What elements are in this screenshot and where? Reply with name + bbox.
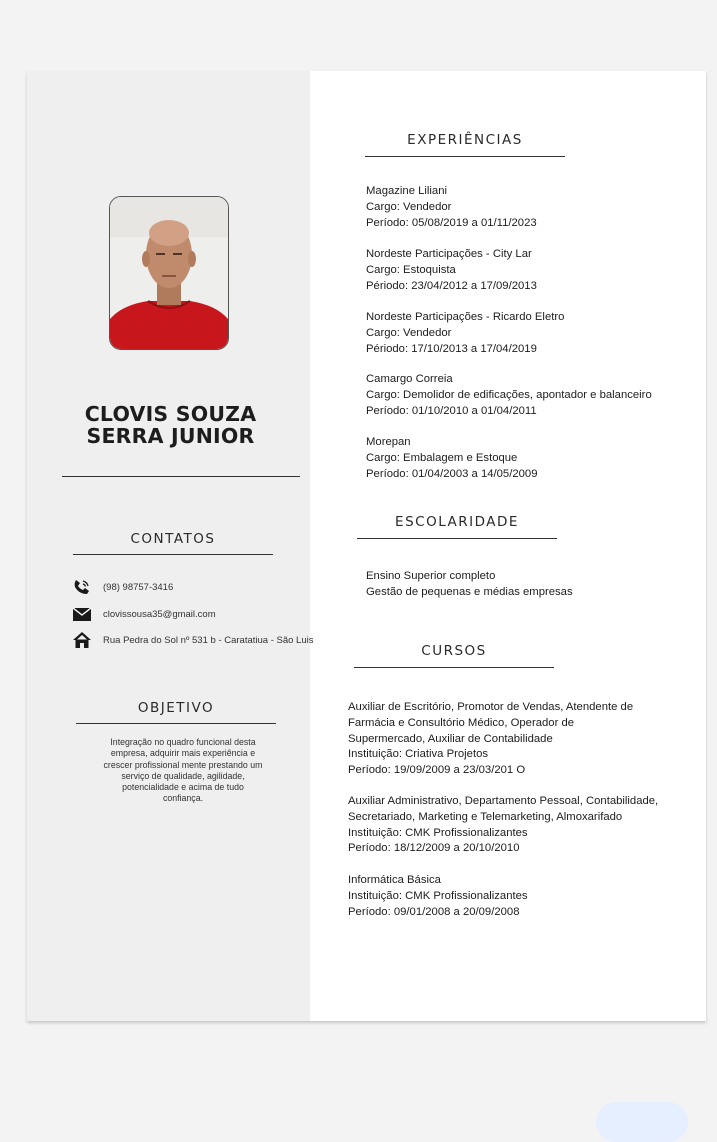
contact-address-text: Rua Pedra do Sol nº 531 b - Caratatiua - São Luis: [103, 634, 314, 646]
experience-role: Cargo: Embalagem e Estoque: [366, 451, 518, 464]
person-name: [27, 403, 314, 447]
course-item: [348, 794, 658, 857]
experience-role: Cargo: Estoquista: [366, 263, 456, 276]
contact-phone: [73, 577, 173, 597]
contact-phone-text: (98) 98757-3416: [103, 581, 174, 593]
experience-item: [366, 247, 537, 294]
home-icon: [73, 632, 93, 648]
envelope-icon: [73, 606, 93, 622]
education-heading: ESCOLARIDADE: [395, 514, 519, 530]
experience-period: Período: 01/10/2010 a 01/04/2011: [366, 404, 537, 417]
experience-item: [366, 372, 652, 419]
course-line: Supermercado, Auxiliar de Contabilidade: [348, 732, 553, 745]
floating-action-button[interactable]: [596, 1102, 688, 1142]
experience-company: Camargo Correia: [366, 373, 453, 385]
education-level: Ensino Superior completo: [366, 570, 496, 582]
course-item: [348, 700, 633, 779]
course-line: Instituição: CMK Profissionalizantes: [348, 826, 528, 839]
profile-photo: [109, 196, 229, 350]
experience-period: Período: 01/04/2003 a 14/05/2009: [366, 467, 538, 480]
name-divider: [62, 476, 300, 477]
courses-divider: [354, 667, 554, 668]
contact-email-text: clovissousa35@gmail.com: [103, 608, 216, 620]
experience-period: Périodo: 23/04/2012 a 17/09/2013: [366, 279, 537, 292]
course-line: Farmácia e Consultório Médico, Operador de: [348, 716, 575, 729]
education-course: Gestão de pequenas e médias empresas: [366, 585, 573, 598]
experience-item: [366, 310, 564, 357]
experience-item: [366, 184, 537, 231]
course-item: [348, 873, 528, 920]
course-line: Instituição: CMK Profissionalizantes: [348, 889, 528, 902]
experience-company: Magazine Liliani: [366, 185, 448, 197]
experience-heading: EXPERIÊNCIAS: [407, 132, 523, 148]
experience-period: Périodo: 17/10/2013 a 17/04/2019: [366, 342, 537, 355]
person-name-text: CLOVIS SOUZA SERRA JUNIOR: [84, 402, 257, 448]
contact-email: [73, 604, 216, 624]
experience-role: Cargo: Vendedor: [366, 200, 452, 213]
objective-heading: OBJETIVO: [137, 700, 215, 716]
course-line: Período: 19/09/2009 a 23/03/201 O: [348, 764, 526, 777]
course-line: Informática Básica: [348, 874, 441, 886]
course-line: Auxiliar Administrativo, Departamento Pessoal, Contabilidade,: [348, 795, 659, 807]
course-line: Auxiliar de Escritório, Promotor de Vendas, Atendente de: [348, 701, 634, 713]
objective-divider: [76, 723, 276, 724]
course-line: Período: 09/01/2008 a 20/09/2008: [348, 905, 520, 918]
experience-company: Nordeste Participações - City Lar: [366, 248, 532, 260]
resume-page: [27, 71, 706, 1021]
experience-period: Período: 05/08/2019 a 01/11/2023: [366, 216, 537, 229]
education-divider: [357, 538, 557, 539]
experience-role: Cargo: Vendedor: [366, 326, 452, 339]
experience-company: Nordeste Participações - Ricardo Eletro: [366, 311, 565, 323]
experience-role: Cargo: Demolidor de edificações, apontador e balanceiro: [366, 388, 652, 401]
contact-address: [73, 630, 313, 650]
course-line: Secretariado, Marketing e Telemarketing, Almoxarifado: [348, 810, 623, 823]
experience-item: [366, 435, 537, 482]
experience-divider: [365, 156, 565, 157]
course-line: Instituição: Criativa Projetos: [348, 748, 489, 761]
phone-icon: [73, 579, 93, 595]
contacts-heading: CONTATOS: [130, 531, 216, 547]
education-block: [366, 569, 573, 601]
courses-heading: CURSOS: [421, 643, 487, 659]
experience-company: Morepan: [366, 436, 411, 448]
course-line: Período: 18/12/2009 a 20/10/2010: [348, 842, 520, 855]
contacts-divider: [73, 554, 273, 555]
resume-sidebar: [27, 71, 314, 1021]
objective-text: Integração no quadro funcional desta empresa, adquirir mais experiência e crescer profissional mente prestando um serviço de qualidade, agilidade, potencialidade e acima de tudo confiança.: [103, 737, 263, 804]
